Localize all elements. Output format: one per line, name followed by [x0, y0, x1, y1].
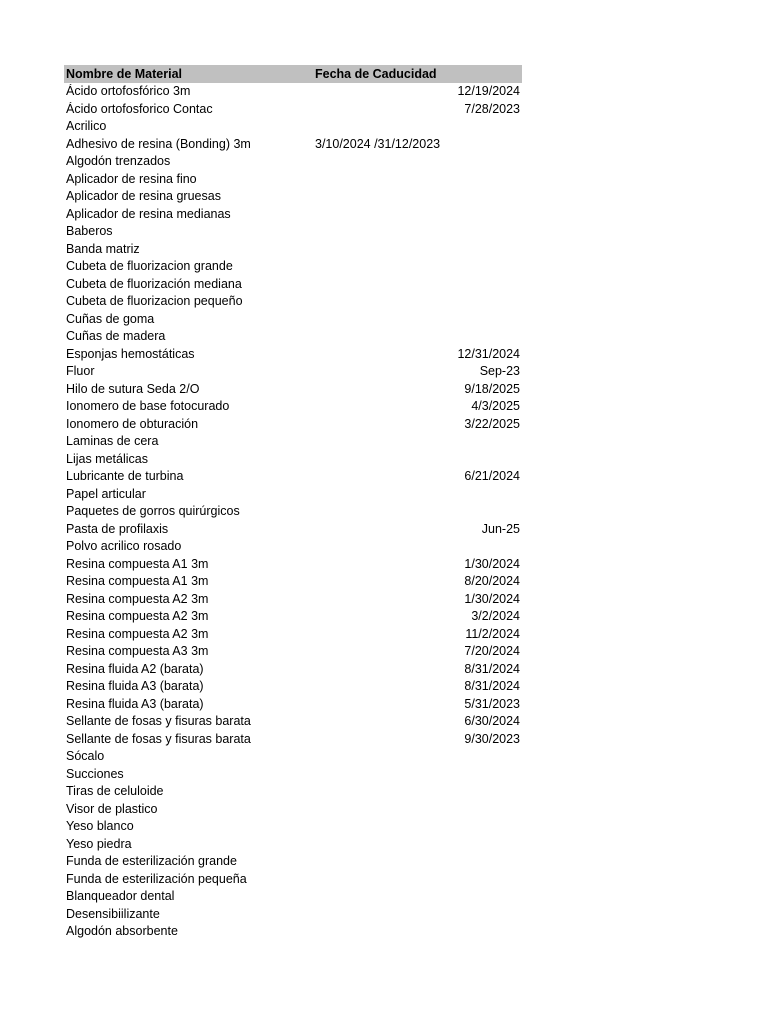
header-expiry-date: Fecha de Caducidad: [315, 66, 437, 81]
expiry-date-cell: 6/21/2024: [464, 469, 520, 484]
material-name-cell: Esponjas hemostáticas: [66, 346, 195, 361]
material-name-cell: Sellante de fosas y fisuras barata: [66, 714, 251, 729]
table-row: [64, 100, 522, 118]
expiry-date-cell: 1/30/2024: [464, 591, 520, 606]
expiry-date-cell: 6/30/2024: [464, 714, 520, 729]
expiry-date-cell: 8/31/2024: [464, 661, 520, 676]
material-name-cell: Aplicador de resina fino: [66, 171, 197, 186]
material-name-cell: Resina compuesta A1 3m: [66, 556, 209, 571]
table-row: [64, 433, 522, 451]
table-row: [64, 765, 522, 783]
table-row: [64, 468, 522, 486]
material-name-cell: Succiones: [66, 766, 124, 781]
material-name-cell: Pasta de profilaxis: [66, 521, 169, 536]
table-row: [64, 573, 522, 591]
table-row: [64, 695, 522, 713]
table-row: [64, 170, 522, 188]
expiry-date-cell: Sep-23: [479, 364, 520, 379]
table-row: [64, 678, 522, 696]
table-row: [64, 135, 522, 153]
table-row: [64, 870, 522, 888]
expiry-date-cell: 9/18/2025: [464, 381, 520, 396]
table-row: [64, 538, 522, 556]
table-row: [64, 853, 522, 871]
table-row: [64, 748, 522, 766]
material-name-cell: Ácido ortofosfórico 3m: [66, 84, 191, 99]
material-name-cell: Cubeta de fluorización mediana: [66, 276, 242, 291]
table-row: [64, 503, 522, 521]
material-name-cell: Ionomero de obturación: [66, 416, 199, 431]
table-body: [64, 83, 522, 941]
expiry-date-cell: Jun-25: [481, 521, 520, 536]
table-row: [64, 153, 522, 171]
material-name-cell: Funda de esterilización pequeña: [66, 871, 247, 886]
material-name-cell: Cuñas de goma: [66, 311, 155, 326]
table-row: [64, 905, 522, 923]
table-row: [64, 205, 522, 223]
material-name-cell: Resina compuesta A2 3m: [66, 609, 209, 624]
table-row: [64, 643, 522, 661]
material-name-cell: Polvo acrilico rosado: [66, 539, 182, 554]
table-row: [64, 485, 522, 503]
table-row: [64, 730, 522, 748]
expiry-date-cell: 7/28/2023: [464, 101, 520, 116]
table-header-row: [64, 65, 522, 83]
table-row: [64, 590, 522, 608]
material-name-cell: Resina compuesta A2 3m: [66, 591, 209, 606]
table-row: [64, 888, 522, 906]
material-name-cell: Acrilico: [66, 119, 107, 134]
expiry-date-cell: 1/30/2024: [464, 556, 520, 571]
table-row: [64, 555, 522, 573]
material-name-cell: Tiras de celuloide: [66, 784, 164, 799]
table-row: [64, 275, 522, 293]
material-name-cell: Algodón absorbente: [66, 924, 178, 939]
table-row: [64, 310, 522, 328]
expiry-date-cell: 9/30/2023: [464, 731, 520, 746]
expiry-date-cell: 5/31/2023: [464, 696, 520, 711]
expiry-date-cell: 8/20/2024: [464, 574, 520, 589]
material-name-cell: Resina fluida A3 (barata): [66, 679, 204, 694]
material-name-cell: Algodón trenzados: [66, 154, 171, 169]
table-row: [64, 520, 522, 538]
table-row: [64, 835, 522, 853]
material-name-cell: Ionomero de base fotocurado: [66, 399, 230, 414]
table-row: [64, 415, 522, 433]
material-name-cell: Papel articular: [66, 486, 146, 501]
expiry-date-cell: 7/20/2024: [464, 644, 520, 659]
materials-table: [64, 65, 522, 940]
table-row: [64, 328, 522, 346]
material-name-cell: Yeso piedra: [66, 836, 132, 851]
material-name-cell: Laminas de cera: [66, 434, 159, 449]
material-name-cell: Fluor: [66, 364, 95, 379]
material-name-cell: Sócalo: [66, 749, 105, 764]
material-name-cell: Resina compuesta A1 3m: [66, 574, 209, 589]
table-row: [64, 923, 522, 941]
material-name-cell: Cuñas de madera: [66, 329, 166, 344]
table-row: [64, 450, 522, 468]
material-name-cell: Aplicador de resina medianas: [66, 206, 231, 221]
table-row: [64, 608, 522, 626]
expiry-date-cell: 11/2/2024: [465, 626, 520, 641]
expiry-date-cell: 4/3/2025: [471, 399, 520, 414]
table-row: [64, 258, 522, 276]
expiry-date-cell: 12/31/2024: [457, 346, 520, 361]
table-row: [64, 293, 522, 311]
table-row: [64, 713, 522, 731]
table-row: [64, 800, 522, 818]
expiry-date-cell: 3/22/2025: [464, 416, 520, 431]
material-name-cell: Cubeta de fluorizacion pequeño: [66, 294, 243, 309]
material-name-cell: Lubricante de turbina: [66, 469, 184, 484]
material-name-cell: Adhesivo de resina (Bonding) 3m: [66, 136, 251, 151]
material-name-cell: Resina compuesta A2 3m: [66, 626, 209, 641]
material-name-cell: Desensibiilizante: [66, 906, 160, 921]
material-name-cell: Lijas metálicas: [66, 451, 148, 466]
material-name-cell: Visor de plastico: [66, 801, 158, 816]
material-name-cell: Cubeta de fluorizacion grande: [66, 259, 233, 274]
table-row: [64, 345, 522, 363]
table-row: [64, 240, 522, 258]
material-name-cell: Resina fluida A3 (barata): [66, 696, 204, 711]
expiry-date-cell: 3/10/2024 /31/12/2023: [315, 136, 441, 151]
material-name-cell: Sellante de fosas y fisuras barata: [66, 731, 251, 746]
material-name-cell: Yeso blanco: [66, 819, 134, 834]
table-row: [64, 363, 522, 381]
table-row: [64, 783, 522, 801]
material-name-cell: Resina compuesta A3 3m: [66, 644, 209, 659]
table-row: [64, 625, 522, 643]
table-row: [64, 83, 522, 101]
material-name-cell: Paquetes de gorros quirúrgicos: [66, 504, 240, 519]
table-row: [64, 660, 522, 678]
table-row: [64, 118, 522, 136]
table-row: [64, 380, 522, 398]
table-row: [64, 398, 522, 416]
material-name-cell: Blanqueador dental: [66, 889, 175, 904]
expiry-date-cell: 12/19/2024: [457, 84, 520, 99]
table-row: [64, 223, 522, 241]
material-name-cell: Funda de esterilización grande: [66, 854, 237, 869]
expiry-date-cell: 8/31/2024: [464, 679, 520, 694]
table-row: [64, 188, 522, 206]
expiry-date-cell: 3/2/2024: [471, 609, 520, 624]
material-name-cell: Hilo de sutura Seda 2/O: [66, 381, 200, 396]
material-name-cell: Baberos: [66, 224, 113, 239]
material-name-cell: Aplicador de resina gruesas: [66, 189, 221, 204]
header-material-name: Nombre de Material: [66, 66, 183, 81]
material-name-cell: Ácido ortofosforico Contac: [66, 101, 213, 116]
table-row: [64, 818, 522, 836]
material-name-cell: Resina fluida A2 (barata): [66, 661, 204, 676]
material-name-cell: Banda matriz: [66, 241, 140, 256]
